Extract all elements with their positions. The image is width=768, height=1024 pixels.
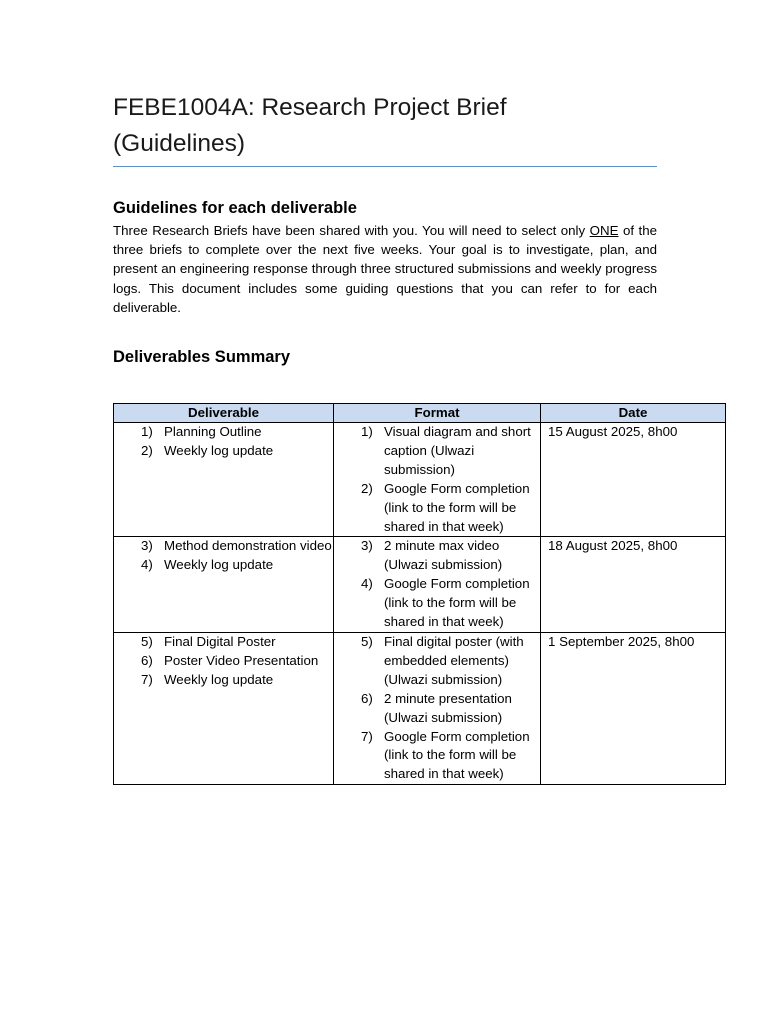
document-title [113,90,673,162]
title-line-2: (Guidelines) [113,130,246,157]
list-item-number: 4) [361,576,373,592]
deliverable-cell-list [114,423,333,461]
title-divider [113,166,657,167]
list-item-text: Planning Outline [164,424,262,439]
list-item [114,442,333,461]
list-item-number: 1) [141,424,153,439]
list-item [334,537,540,575]
table-row [114,632,726,784]
list-item-text: Weekly log update [164,671,274,687]
list-item-text: Weekly log update [164,442,274,458]
section-heading-summary: Deliverables Summary [113,348,291,366]
format-cell [334,423,541,537]
list-item [114,652,333,671]
list-item [114,556,333,575]
date-cell: 1 September 2025, 8h00 [541,632,726,784]
date-cell: 18 August 2025, 8h00 [541,537,726,633]
section-heading-guidelines: Guidelines for each deliverable [113,199,357,217]
list-item-number: 2) [141,442,153,458]
list-item-number: 6) [141,652,153,668]
list-item [114,633,333,652]
list-item-text: 2 minute presentation (Ulwazi submission) [384,690,512,725]
deliverable-cell [114,537,334,633]
list-item-number: 5) [141,633,153,649]
list-item-text: Visual diagram and short caption (Ulwazi submission) [384,424,531,477]
list-item-number: 7) [361,728,373,744]
table-row [114,537,726,633]
list-item-text: Google Form completion (link to the form will be shared in that week) [384,480,530,534]
list-item-text: Google Form completion (link to the form will be shared in that week) [384,576,530,630]
list-item-number: 6) [361,690,373,706]
header-format: Format [334,404,541,423]
list-item-number: 1) [361,424,373,439]
format-cell [334,537,541,633]
intro-text-part-2: of the three briefs to complete over the next five weeks. Your goal is to investigate, plan, and present an engineering response through three structured submissions and weekly progress logs. This document includes some guiding questions that you can refer to for each deliverable. [113,223,657,315]
format-cell-list [334,423,540,536]
list-item [334,690,540,728]
format-cell [334,632,541,784]
list-item-number: 7) [141,671,153,687]
deliverable-cell [114,423,334,537]
list-item [114,537,333,556]
list-item-text: Final digital poster (with embedded elements) (Ulwazi submission) [384,633,524,687]
intro-paragraph [113,221,657,317]
header-date: Date [541,404,726,423]
title-line-1: FEBE1004A: Research Project Brief [113,94,507,121]
intro-text-part-1: Three Research Briefs have been shared with you. You will need to select only [113,223,590,238]
header-deliverable: Deliverable [114,404,334,423]
list-item-text: 2 minute max video (Ulwazi submission) [384,538,503,573]
list-item-text: Poster Video Presentation [164,652,319,668]
list-item-text: Google Form completion (link to the form will be shared in that week) [384,728,530,782]
list-item [114,671,333,690]
list-item-number: 3) [141,538,153,554]
list-item-text: Weekly log update [164,557,274,573]
list-item-number: 3) [361,538,373,554]
list-item [334,633,540,690]
table-header-row [114,404,726,423]
list-item [334,575,540,632]
list-item [334,480,540,537]
deliverables-table [113,403,726,785]
deliverable-cell [114,632,334,784]
intro-emphasis: ONE [589,223,619,238]
table-body [114,423,726,785]
format-cell-list [334,537,540,632]
list-item [334,728,540,785]
list-item-number: 2) [361,480,373,496]
deliverable-cell-list [114,537,333,575]
list-item [114,423,333,442]
list-item-number: 5) [361,633,373,649]
list-item-number: 4) [141,557,153,573]
list-item [334,423,540,480]
format-cell-list [334,633,540,784]
deliverable-cell-list [114,633,333,690]
date-cell: 15 August 2025, 8h00 [541,423,726,537]
list-item-text: Method demonstration video [164,538,332,554]
list-item-text: Final Digital Poster [164,633,276,649]
table-row [114,423,726,537]
